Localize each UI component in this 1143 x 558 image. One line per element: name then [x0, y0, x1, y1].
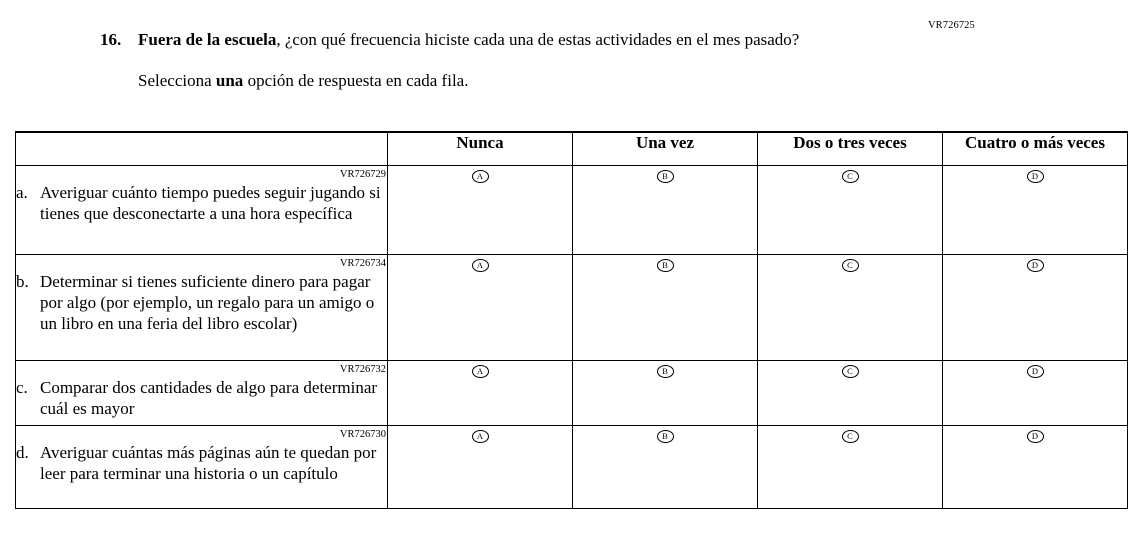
option-cell-cuatro-o-mas-veces[interactable]	[943, 426, 1128, 509]
option-cell-dos-o-tres-veces[interactable]	[758, 255, 943, 361]
item-code: VR726730	[339, 429, 386, 440]
row-stem	[16, 166, 388, 255]
table-row	[16, 361, 1128, 426]
row-letter: c.	[16, 378, 28, 397]
column-header-cuatro-o-mas-veces: Cuatro o más veces	[943, 132, 1128, 166]
column-header-dos-o-tres-veces: Dos o tres veces	[758, 132, 943, 166]
question-text-rest: , ¿con qué frecuencia hiciste cada una de estas actividades en el mes pasado?	[276, 30, 800, 49]
table-row	[16, 426, 1128, 509]
radio-bubble-d[interactable]: D	[1027, 430, 1044, 443]
instruction-post: opción de respuesta en cada fila.	[243, 71, 469, 90]
option-cell-nunca[interactable]	[388, 166, 573, 255]
table-row	[16, 255, 1128, 361]
radio-bubble-a[interactable]: A	[472, 259, 489, 272]
matrix-body	[16, 166, 1128, 509]
radio-bubble-a[interactable]: A	[472, 365, 489, 378]
option-cell-cuatro-o-mas-veces[interactable]	[943, 255, 1128, 361]
option-cell-dos-o-tres-veces[interactable]	[758, 426, 943, 509]
option-cell-una-vez[interactable]	[573, 255, 758, 361]
column-header-nunca: Nunca	[388, 132, 573, 166]
option-cell-nunca[interactable]	[388, 255, 573, 361]
row-stem	[16, 426, 388, 509]
row-stem	[16, 255, 388, 361]
row-stem	[16, 361, 388, 426]
question-instruction	[138, 69, 900, 92]
question-lead-bold: Fuera de la escuela	[138, 30, 277, 49]
instruction-bold: una	[215, 71, 244, 90]
question-row	[100, 28, 900, 51]
option-cell-cuatro-o-mas-veces[interactable]	[943, 166, 1128, 255]
radio-bubble-b[interactable]: B	[657, 365, 674, 378]
option-cell-dos-o-tres-veces[interactable]	[758, 166, 943, 255]
row-text: Averiguar cuántas más páginas aún te quedan por leer para terminar una historia o un capítulo	[40, 443, 377, 483]
table-row	[16, 166, 1128, 255]
row-text: Determinar si tienes suficiente dinero para pagar por algo (por ejemplo, un regalo para un amigo o un libro en una feria del libro escolar)	[40, 272, 375, 333]
question-text	[138, 28, 799, 51]
radio-bubble-d[interactable]: D	[1027, 259, 1044, 272]
radio-bubble-b[interactable]: B	[657, 170, 674, 183]
row-letter: b.	[16, 272, 29, 291]
row-text: Averiguar cuánto tiempo puedes seguir jugando si tienes que desconectarte a una hora específica	[40, 183, 381, 223]
column-header-stem	[16, 132, 388, 166]
radio-bubble-a[interactable]: A	[472, 170, 489, 183]
item-code: VR726729	[339, 169, 386, 180]
question-number: 16.	[100, 30, 122, 49]
column-header-una-vez: Una vez	[573, 132, 758, 166]
option-cell-una-vez[interactable]	[573, 166, 758, 255]
row-letter: a.	[16, 183, 28, 202]
option-cell-dos-o-tres-veces[interactable]	[758, 361, 943, 426]
radio-bubble-c[interactable]: C	[842, 365, 859, 378]
radio-bubble-a[interactable]: A	[472, 430, 489, 443]
instruction-pre: Selecciona	[138, 71, 216, 90]
row-letter: d.	[16, 443, 29, 462]
matrix-header	[16, 132, 1128, 166]
option-cell-nunca[interactable]	[388, 361, 573, 426]
radio-bubble-c[interactable]: C	[842, 170, 859, 183]
radio-bubble-c[interactable]: C	[842, 430, 859, 443]
option-cell-una-vez[interactable]	[573, 426, 758, 509]
option-cell-nunca[interactable]	[388, 426, 573, 509]
question-block	[100, 28, 900, 92]
page-code: VR726725	[928, 20, 975, 31]
item-code: VR726732	[339, 364, 386, 375]
row-text: Comparar dos cantidades de algo para determinar cuál es mayor	[40, 378, 378, 418]
radio-bubble-c[interactable]: C	[842, 259, 859, 272]
option-cell-una-vez[interactable]	[573, 361, 758, 426]
response-matrix	[15, 131, 1128, 509]
radio-bubble-d[interactable]: D	[1027, 365, 1044, 378]
radio-bubble-b[interactable]: B	[657, 430, 674, 443]
option-cell-cuatro-o-mas-veces[interactable]	[943, 361, 1128, 426]
radio-bubble-d[interactable]: D	[1027, 170, 1044, 183]
item-code: VR726734	[339, 258, 386, 269]
radio-bubble-b[interactable]: B	[657, 259, 674, 272]
